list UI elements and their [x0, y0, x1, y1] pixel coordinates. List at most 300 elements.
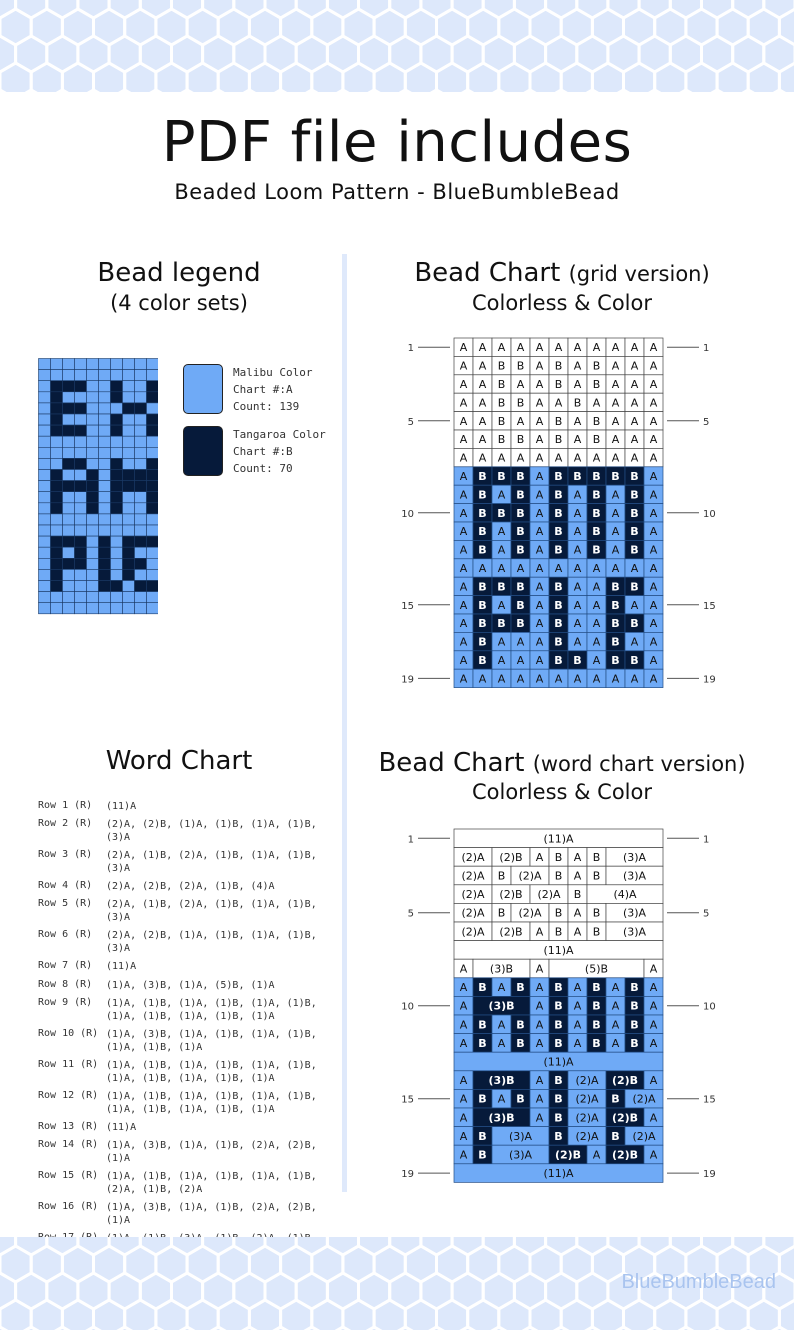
grid-bead-label: A [649, 617, 658, 631]
grid-bead-label: A [516, 414, 525, 428]
grid-bead-label: B [478, 598, 487, 612]
row-marker-left: 19 [401, 1169, 414, 1181]
word-grid-label: A [573, 999, 582, 1013]
grid-bead-label: A [478, 433, 487, 447]
word-chart-row-label: Row 8 (R) [38, 978, 93, 990]
example-bead [99, 436, 111, 447]
word-grid-label: (2)A [575, 1111, 599, 1125]
example-bead [111, 458, 123, 469]
word-grid-label: A [573, 869, 582, 883]
example-bead [87, 458, 99, 469]
legend-count: Count: 139 [233, 400, 300, 413]
example-bead [147, 381, 159, 392]
example-bead [75, 425, 87, 436]
example-bead [147, 458, 159, 469]
word-grid-label: A [535, 962, 544, 976]
grid-bead-label: B [497, 617, 506, 631]
example-bead [99, 581, 111, 592]
example-bead [135, 592, 147, 603]
word-grid-label: A [535, 1111, 544, 1125]
brand-watermark: BlueBumbleBead [621, 1271, 776, 1293]
example-bead [51, 503, 63, 514]
grid-bead-label: A [573, 672, 582, 686]
word-grid-label: (3)A [622, 869, 647, 883]
word-chart-row-label: Row 5 (R) [38, 898, 93, 910]
example-bead [39, 458, 51, 469]
grid-bead-label: A [649, 562, 658, 575]
example-bead [75, 470, 87, 481]
example-bead [111, 547, 123, 558]
grid-bead-label: B [630, 654, 639, 667]
word-grid-label: B [554, 999, 563, 1013]
example-pattern-preview [38, 358, 158, 616]
top-honeycomb-band [0, 0, 794, 92]
example-bead [99, 514, 111, 525]
grid-bead-label: A [459, 488, 468, 502]
example-bead [99, 569, 111, 580]
example-bead [87, 481, 99, 492]
grid-bead-label: B [554, 506, 563, 520]
grid-bead-label: A [516, 654, 525, 667]
grid-bead-label: A [535, 525, 544, 539]
grid-bead-label: B [592, 414, 601, 428]
grid-bead-label: A [459, 414, 468, 428]
word-grid-label: B [516, 1092, 525, 1106]
example-bead [63, 581, 75, 592]
grid-bead-label: A [516, 635, 525, 649]
word-grid-label: (11)A [543, 832, 574, 846]
example-bead [39, 392, 51, 403]
grid-bead-label: A [573, 341, 582, 355]
example-bead [39, 447, 51, 458]
grid-bead-label: A [649, 341, 658, 355]
grid-bead-label: B [516, 359, 525, 373]
example-bead [111, 447, 123, 458]
example-bead [123, 414, 135, 425]
grid-bead-label: A [478, 672, 487, 686]
grid-bead-label: A [611, 359, 620, 373]
word-grid-label: A [649, 1018, 658, 1032]
example-bead [75, 492, 87, 503]
example-bead [75, 569, 87, 580]
example-bead [39, 403, 51, 414]
example-bead [75, 592, 87, 603]
example-bead [63, 381, 75, 392]
row-marker-right: 5 [703, 908, 710, 920]
example-bead [75, 436, 87, 447]
row-marker-right: 10 [703, 508, 716, 520]
grid-bead-label: A [554, 396, 563, 410]
example-bead [51, 425, 63, 436]
grid-bead-label: A [611, 396, 620, 410]
grid-bead-label: A [649, 654, 658, 667]
grid-bead-label: A [649, 598, 658, 612]
example-bead [135, 414, 147, 425]
example-bead [111, 414, 123, 425]
grid-bead-label: B [516, 470, 525, 483]
grid-bead-label: A [630, 414, 639, 428]
grid-bead-label: A [592, 562, 601, 575]
example-bead [147, 370, 159, 381]
example-bead [135, 370, 147, 381]
example-bead [135, 436, 147, 447]
word-chart-row-text: (2)A, (2)B, (2)A, (1)B, (4)A [106, 881, 275, 893]
grid-bead-label: B [611, 654, 620, 667]
example-bead [111, 592, 123, 603]
grid-bead-label: B [554, 617, 563, 631]
word-grid-label: A [535, 999, 544, 1013]
example-bead [39, 425, 51, 436]
word-chart-row-text: (2)A, (1)B, (2)A, (1)B, (1)A, (1)B, (3)A [106, 850, 317, 875]
row-marker-right: 19 [703, 674, 716, 686]
grid-bead-label: B [554, 598, 563, 612]
example-bead [51, 592, 63, 603]
example-bead [51, 436, 63, 447]
grid-bead-label: B [516, 488, 525, 502]
word-chart-row-text: (1)A, (3)B, (1)A, (1)B, (2)A, (2)B, (1)A [106, 1140, 317, 1164]
example-bead [147, 414, 159, 425]
grid-bead-label: A [649, 488, 658, 502]
grid-bead-label: A [592, 672, 601, 686]
example-bead [51, 514, 63, 525]
word-grid-label: (2)A [461, 850, 485, 864]
example-bead [111, 569, 123, 580]
grid-bead-label: A [611, 341, 620, 355]
grid-bead-label: B [516, 433, 525, 447]
word-chart-row-label: Row 2 (R) [38, 818, 93, 830]
example-bead [51, 481, 63, 492]
word-grid-chart-subheading: Colorless & Color [471, 780, 653, 804]
grid-bead-label: A [497, 451, 506, 465]
grid-bead-label: A [592, 598, 601, 612]
example-bead [87, 470, 99, 481]
example-bead [123, 492, 135, 503]
word-grid-label: B [573, 888, 582, 902]
example-bead [135, 470, 147, 481]
grid-bead-label: B [478, 506, 487, 520]
example-bead [99, 503, 111, 514]
grid-bead-label: A [459, 396, 468, 410]
grid-bead-label: B [611, 470, 620, 483]
example-bead [123, 525, 135, 536]
grid-bead-label: B [516, 617, 525, 631]
example-bead [75, 581, 87, 592]
word-grid-label: B [478, 981, 487, 995]
grid-bead-label: A [535, 506, 544, 520]
example-bead [123, 536, 135, 547]
example-bead [99, 425, 111, 436]
grid-bead-label: A [478, 359, 487, 373]
word-grid-label: (3)B [488, 1074, 515, 1088]
example-bead [87, 547, 99, 558]
row-marker-left: 5 [407, 416, 414, 428]
word-grid-label: B [630, 999, 639, 1013]
word-grid-label: A [459, 999, 468, 1013]
example-bead [99, 603, 111, 614]
word-grid-label: A [535, 1036, 544, 1050]
word-grid-label: A [535, 1074, 544, 1088]
legend-chart-id: Chart #:A [233, 383, 293, 396]
word-grid-label: B [554, 981, 563, 995]
legend-count: Count: 70 [233, 462, 293, 475]
honeycomb-pattern [0, 0, 794, 92]
example-bead [99, 370, 111, 381]
word-chart-row-label: Row 15 (R) [38, 1170, 99, 1181]
example-bead [87, 569, 99, 580]
example-bead [135, 569, 147, 580]
word-grid-label: B [497, 906, 506, 920]
example-bead [39, 492, 51, 503]
row-marker-left: 1 [407, 834, 414, 846]
row-marker-right: 1 [703, 343, 710, 355]
example-bead [135, 492, 147, 503]
example-bead [75, 558, 87, 569]
grid-bead-label: A [649, 414, 658, 428]
grid-chart-title-suffix: (grid version) [568, 262, 710, 286]
grid-bead-label: B [611, 617, 620, 631]
grid-bead-label: B [554, 580, 563, 594]
example-bead [39, 536, 51, 547]
page-subtitle: Beaded Loom Pattern - BlueBumbleBead [174, 180, 620, 204]
word-grid-label: A [611, 981, 620, 995]
word-chart-row-label: Row 11 (R) [38, 1058, 99, 1070]
grid-bead-label: B [573, 396, 582, 410]
word-grid-label: (3)A [508, 1148, 533, 1162]
grid-bead-label: B [478, 525, 487, 539]
grid-bead-label: A [649, 359, 658, 373]
grid-bead-label: A [535, 635, 544, 649]
word-grid-chart-title-suffix: (word chart version) [532, 752, 746, 776]
example-bead [75, 370, 87, 381]
example-bead [39, 370, 51, 381]
example-bead [99, 359, 111, 370]
example-bead [123, 547, 135, 558]
grid-bead-label: A [573, 433, 582, 447]
grid-bead-label: A [630, 451, 639, 465]
example-bead [63, 525, 75, 536]
example-bead [75, 547, 87, 558]
grid-bead-label: A [611, 525, 620, 539]
example-bead [75, 603, 87, 614]
grid-bead-label: A [535, 672, 544, 686]
word-grid-label: (2)A [575, 1129, 599, 1143]
grid-bead-label: B [630, 506, 639, 520]
grid-bead-label: A [535, 598, 544, 612]
example-bead [75, 514, 87, 525]
example-bead [99, 547, 111, 558]
example-bead [63, 370, 75, 381]
example-bead [147, 425, 159, 436]
word-grid-label: A [459, 981, 468, 995]
example-bead [39, 525, 51, 536]
color-swatch-b [183, 426, 223, 476]
grid-bead-label: A [535, 580, 544, 594]
word-chart-row-label: Row 10 (R) [38, 1027, 99, 1039]
grid-bead-label: A [573, 562, 582, 575]
word-grid-label: A [611, 1018, 620, 1032]
example-bead [123, 503, 135, 514]
word-chart-row-text: (1)A, (1)B, (1)A, (1)B, (1)A, (1)B, (2)A, (1)B, (2)A [106, 1171, 317, 1195]
example-bead [111, 514, 123, 525]
example-bead [111, 536, 123, 547]
word-grid-label: A [459, 1111, 468, 1125]
grid-bead-label: A [649, 580, 658, 594]
example-bead [51, 603, 63, 614]
grid-bead-label: A [649, 506, 658, 520]
word-grid-label: (2)B [611, 1074, 639, 1088]
word-grid-label: A [611, 999, 620, 1013]
example-bead [147, 392, 159, 403]
word-grid-label: A [535, 850, 544, 864]
example-bead [111, 425, 123, 436]
word-grid-label: B [630, 981, 639, 995]
word-grid-label: A [649, 1074, 658, 1088]
example-bead [123, 558, 135, 569]
word-grid-label: B [554, 925, 563, 939]
grid-bead-label: A [649, 470, 658, 483]
word-grid-label: (4)A [613, 888, 637, 902]
grid-bead-label: A [611, 433, 620, 447]
example-bead [75, 359, 87, 370]
word-grid-label: B [630, 1018, 639, 1032]
grid-bead-label: B [592, 506, 601, 520]
word-grid-label: B [592, 850, 601, 864]
grid-bead-label: A [516, 378, 525, 391]
word-chart-row-text: (11)A [106, 801, 137, 812]
example-bead [135, 403, 147, 414]
grid-bead-label: B [592, 470, 601, 483]
word-grid-label: (2)A [575, 1074, 599, 1088]
word-grid-label: A [649, 962, 658, 976]
grid-bead-label: B [497, 470, 506, 483]
grid-bead-label: A [459, 451, 468, 465]
example-bead [51, 569, 63, 580]
grid-bead-label: A [611, 562, 620, 575]
word-chart-row-text: (2)A, (1)B, (2)A, (1)B, (1)A, (1)B, (3)A [106, 899, 317, 924]
example-bead [75, 458, 87, 469]
grid-bead-label: A [535, 378, 544, 391]
grid-bead-label: A [478, 341, 487, 355]
grid-bead-label: B [592, 488, 601, 502]
word-chart-row-text: (1)A, (3)B, (1)A, (5)B, (1)A [106, 979, 275, 991]
word-grid-label: A [573, 1018, 582, 1032]
example-bead [99, 492, 111, 503]
grid-bead-label: A [535, 543, 544, 557]
grid-bead-label: A [630, 396, 639, 410]
word-chart-row-label: Row 14 (R) [38, 1139, 99, 1150]
grid-bead-label: B [554, 543, 563, 557]
example-bead [87, 414, 99, 425]
example-bead [99, 481, 111, 492]
word-chart-row-text: (1)A, (3)B, (1)A, (1)B, (1)A, (1)B, (1)A, (1)B, (1)A [106, 1028, 317, 1053]
word-chart-row-text: (1)A, (1)B, (1)A, (1)B, (1)A, (1)B, (1)A, (1)B, (1)A, (1)B, (1)A [106, 1090, 317, 1115]
example-bead [87, 359, 99, 370]
example-bead [123, 481, 135, 492]
example-bead [87, 503, 99, 514]
word-grid-chart-heading [350, 748, 774, 778]
example-bead [87, 370, 99, 381]
word-grid-label: A [459, 962, 468, 976]
grid-bead-label: A [478, 378, 487, 391]
example-bead [51, 525, 63, 536]
example-bead [99, 592, 111, 603]
grid-bead-label: B [516, 580, 525, 594]
grid-bead-label: A [497, 525, 506, 539]
grid-bead-label: A [611, 488, 620, 502]
grid-bead-label: B [630, 617, 639, 631]
example-bead [123, 514, 135, 525]
example-bead [51, 547, 63, 558]
example-bead [75, 503, 87, 514]
grid-bead-label: A [630, 635, 639, 649]
grid-bead-label: A [459, 341, 468, 355]
example-bead [111, 492, 123, 503]
word-grid-label: B [554, 906, 563, 920]
grid-bead-label: B [478, 617, 487, 631]
grid-bead-label: A [573, 506, 582, 520]
word-grid-label: B [516, 981, 525, 995]
example-bead [87, 603, 99, 614]
column-divider [342, 254, 347, 1192]
grid-bead-label: B [478, 654, 487, 667]
grid-bead-label: A [592, 617, 601, 631]
example-bead [87, 403, 99, 414]
grid-bead-label: A [649, 672, 658, 686]
grid-bead-label: B [497, 396, 506, 410]
grid-bead-label: A [611, 378, 620, 391]
grid-bead-label: A [459, 672, 468, 686]
word-chart-row-label: Row 7 (R) [38, 960, 93, 972]
example-bead [63, 458, 75, 469]
example-bead [135, 581, 147, 592]
grid-bead-label: B [573, 470, 582, 483]
example-bead [147, 492, 159, 503]
grid-chart-title: Bead Chart [414, 258, 561, 288]
row-marker-left: 15 [401, 1094, 414, 1106]
word-grid-label: (2)B [499, 888, 523, 902]
example-bead [87, 381, 99, 392]
color-swatch-a [183, 364, 223, 414]
word-grid-label: B [554, 1074, 563, 1088]
example-bead [63, 447, 75, 458]
word-grid-label: (2)A [461, 888, 485, 902]
example-bead [63, 592, 75, 603]
example-bead [147, 569, 159, 580]
word-grid-label: B [478, 1148, 487, 1162]
grid-bead-label: A [573, 525, 582, 539]
grid-bead-label: B [497, 506, 506, 520]
grid-bead-label: A [497, 672, 506, 686]
word-chart-row-text: (2)A, (2)B, (1)A, (1)B, (1)A, (1)B, (3)A [106, 819, 317, 844]
word-grid-label: B [516, 1036, 525, 1050]
example-bead [147, 403, 159, 414]
example-bead [87, 425, 99, 436]
word-chart-row-label: Row 4 (R) [38, 880, 93, 892]
grid-bead-label: A [573, 617, 582, 631]
grid-bead-label: B [611, 580, 620, 594]
example-bead [39, 603, 51, 614]
example-bead [147, 603, 159, 614]
grid-bead-label: B [592, 359, 601, 373]
example-bead [123, 447, 135, 458]
word-chart-row-label: Row 1 (R) [38, 800, 93, 811]
grid-bead-label: B [630, 543, 639, 557]
word-grid-label: A [573, 981, 582, 995]
grid-bead-label: B [516, 525, 525, 539]
word-grid-label: B [554, 1129, 563, 1143]
grid-bead-label: B [478, 635, 487, 649]
word-grid-chart-title: Bead Chart [378, 748, 525, 778]
